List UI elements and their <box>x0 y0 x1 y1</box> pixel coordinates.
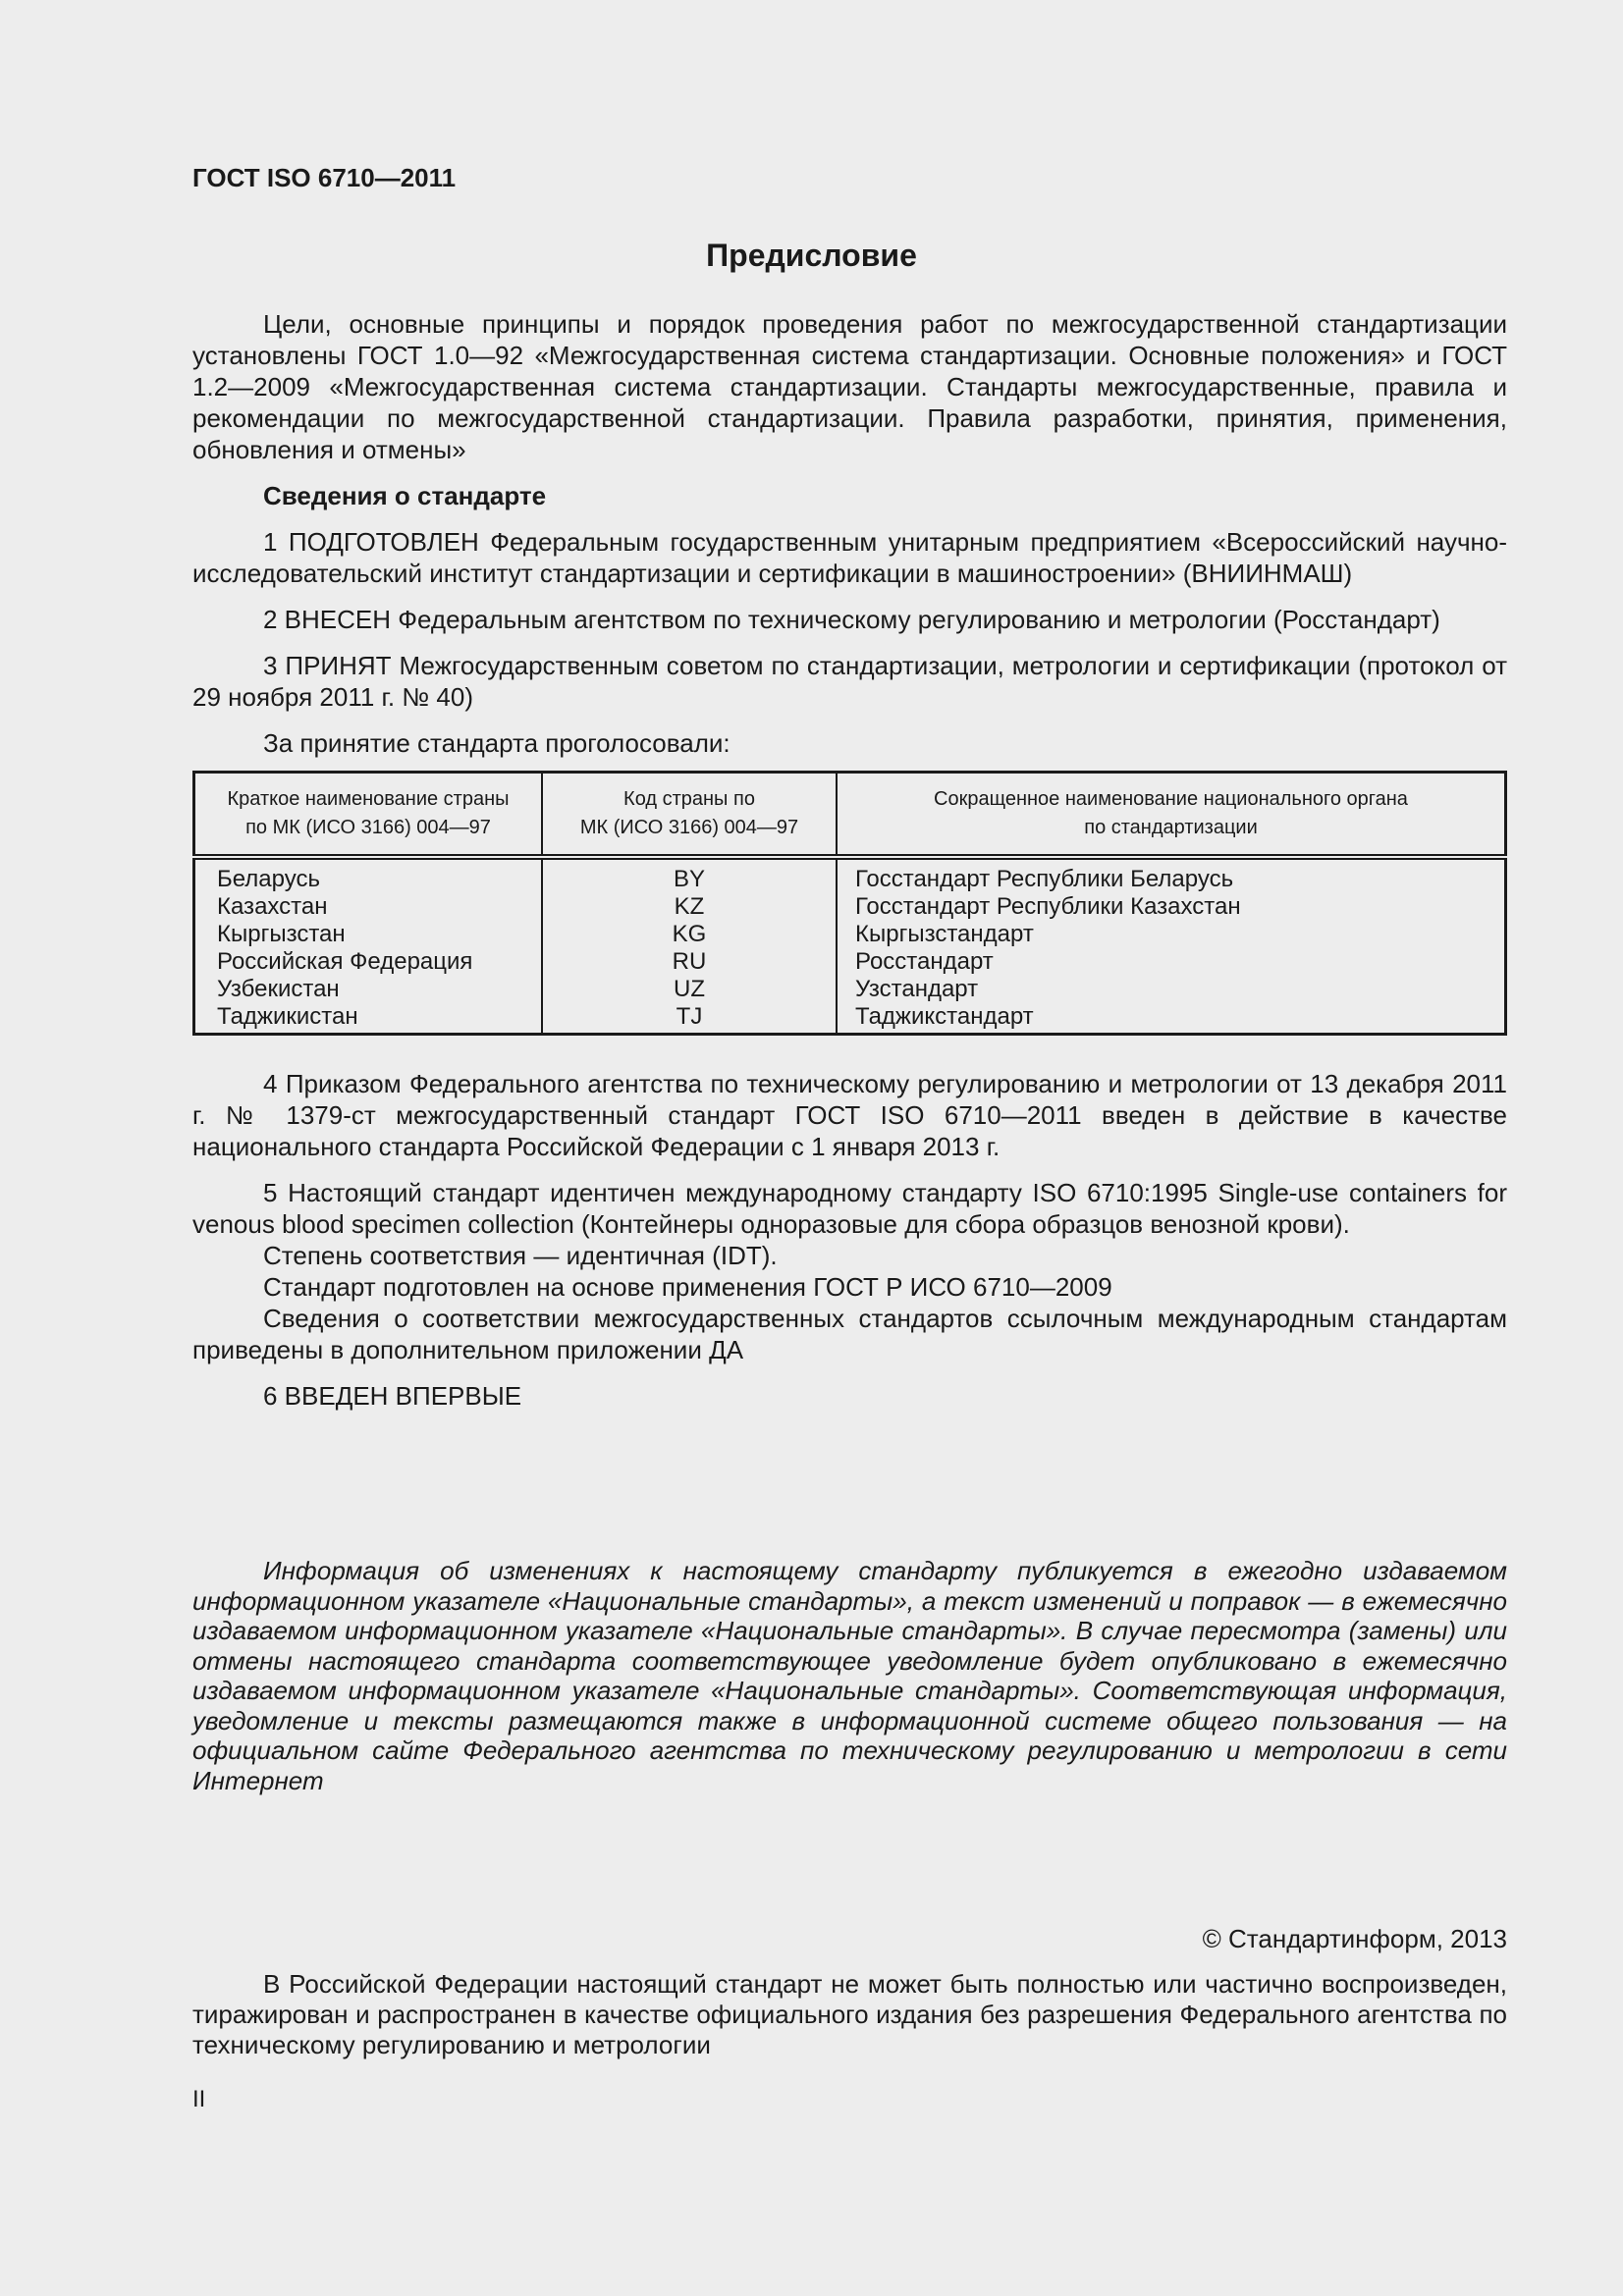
item-4: 4 Приказом Федерального агентства по техническому регулированию и метрологии от 13 декабря 2011 г. № 1379-ст межгосударственный стандарт ГОСТ ISO 6710—2011 введен в действие в качестве национального стандарта Российской Федерации с 1 января 2013 г. <box>192 1069 1507 1161</box>
page-number: II <box>192 2086 206 2112</box>
table-row <box>194 948 1506 976</box>
table-header-country: Краткое наименование страны по МК (ИСО 3166) 004—97 <box>194 773 543 858</box>
table-row <box>194 1003 1506 1035</box>
country-cell: Беларусь <box>217 866 320 892</box>
item-3: 3 ПРИНЯТ Межгосударственным советом по стандартизации, метрологии и сертификации (протокол от 29 ноября 2011 г. № 40) <box>192 651 1507 712</box>
body-cell: Кыргызстандарт <box>837 921 1506 948</box>
code-cell: RU <box>542 948 837 976</box>
table-header-body: Сокращенное наименование национального органа по стандартизации <box>837 773 1506 858</box>
info-block <box>192 1556 1507 1795</box>
country-cell: Кыргызстан <box>217 921 346 947</box>
item-5-compliance: Степень соответствия — идентичная (IDT). <box>263 1241 778 1270</box>
table-row <box>194 893 1506 921</box>
item-5: 5 Настоящий стандарт идентичен международному стандарту ISO 6710:1995 Single-use containers for venous blood specimen collection (Контейнеры одноразовые для сбора образцов венозной крови). <box>192 1178 1507 1239</box>
notice-block <box>192 1969 1507 2060</box>
country-cell: Казахстан <box>217 893 328 920</box>
item-5-basis: Стандарт подготовлен на основе применения ГОСТ Р ИСО 6710—2009 <box>263 1272 1112 1302</box>
country-cell: Российская Федерация <box>217 948 473 975</box>
code-cell: KG <box>542 921 837 948</box>
item-2: 2 ВНЕСЕН Федеральным агентством по техническому регулированию и метрологии (Росстандарт) <box>263 605 1440 634</box>
document-body <box>192 308 1507 1412</box>
item-5-references: Сведения о соответствии межгосударственных стандартов ссылочным международным стандартам приведены в дополнительном приложении ДА <box>192 1304 1507 1364</box>
countries-table <box>192 771 1507 1036</box>
item-1: 1 ПОДГОТОВЛЕН Федеральным государственным унитарным предприятием «Всероссийский научно-исследовательский институт стандартизации и сертификации в машиностроении» (ВНИИНМАШ) <box>192 527 1507 588</box>
country-cell: Узбекистан <box>217 976 340 1002</box>
table-row <box>194 921 1506 948</box>
table-header-code: Код страны по МК (ИСО 3166) 004—97 <box>542 773 837 858</box>
table-row <box>194 976 1506 1003</box>
item-6: 6 ВВЕДЕН ВПЕРВЫЕ <box>263 1381 522 1411</box>
body-cell: Госстандарт Республики Беларусь <box>837 857 1506 893</box>
body-cell: Узстандарт <box>837 976 1506 1003</box>
body-cell: Госстандарт Республики Казахстан <box>837 893 1506 921</box>
intro-paragraph: Цели, основные принципы и порядок проведения работ по межгосударственной стандартизации установлены ГОСТ 1.0—92 «Межгосударственная система стандартизации. Основные положения» и ГОСТ 1.2—2009 «Межгосударственная система стандартизации. Стандарты межгосударственные, правила и рекомендации по межгосударственной стандартизации. Правила разработки, принятия, применения, обновления и отмены» <box>192 309 1507 464</box>
body-cell: Росстандарт <box>837 948 1506 976</box>
code-cell: UZ <box>542 976 837 1003</box>
document-header: ГОСТ ISO 6710—2011 <box>192 163 457 192</box>
copyright: © Стандартинформ, 2013 <box>1202 1924 1507 1953</box>
table-header-row <box>194 773 1506 858</box>
info-paragraph: Информация об изменениях к настоящему стандарту публикуется в ежегодно издаваемом информационном указателе «Национальные стандарты», а текст изменений и поправок — в ежемесячно издаваемом информационном указателе «Национальные стандарты». В случае пересмотра (замены) или отмены настоящего стандарта соответствующее уведомление будет опубликовано в ежемесячно издаваемом информационном указателе «Национальные стандарты». Соответствующая информация, уведомление и тексты размещаются также в информационной системе общего пользования — на официальном сайте Федерального агентства по техническому регулированию и метрологии в сети Интернет <box>192 1556 1507 1795</box>
subheading: Сведения о стандарте <box>263 481 547 510</box>
vote-line: За принятие стандарта проголосовали: <box>263 728 730 758</box>
code-cell: TJ <box>542 1003 837 1035</box>
code-cell: BY <box>542 857 837 893</box>
notice-paragraph: В Российской Федерации настоящий стандарт не может быть полностью или частично воспроизведен, тиражирован и распространен в качестве официального издания без разрешения Федерального агентства по техническому регулированию и метрологии <box>192 1969 1507 2059</box>
table-row <box>194 857 1506 893</box>
code-cell: KZ <box>542 893 837 921</box>
page-title: Предисловие <box>706 238 917 273</box>
body-cell: Таджикстандарт <box>837 1003 1506 1035</box>
country-cell: Таджикистан <box>217 1003 358 1030</box>
